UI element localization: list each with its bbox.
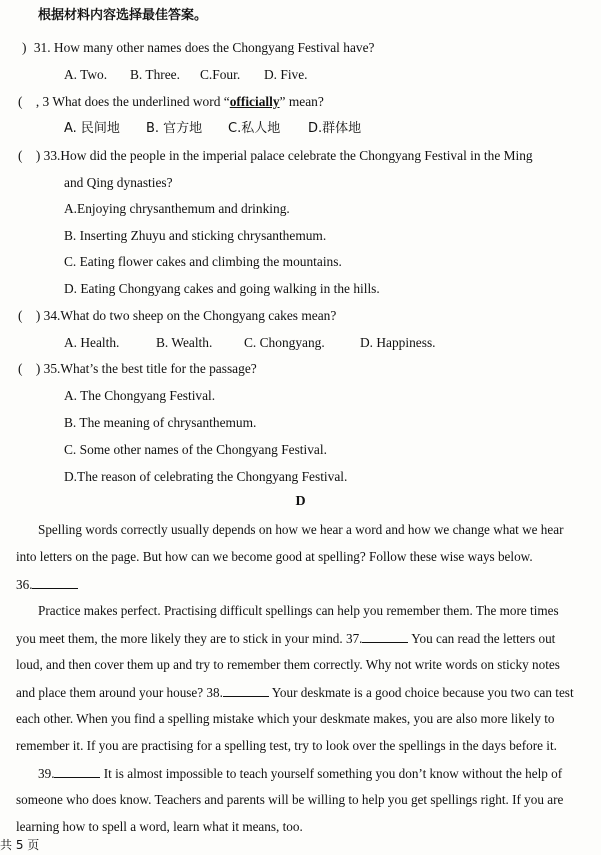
question-34 [18,308,336,324]
section-instruction: 根据材料内容选择最佳答案。 [38,8,208,23]
question-33-stem-line2: and Qing dynasties? [64,175,173,190]
passage-line: learning how to spell a word, learn what it means, too. [16,819,303,834]
question-stem: ) 35.What’s the best title for the passage? [35,361,257,376]
option-d: D.The reason of celebrating the Chongyang Festival. [64,469,348,484]
answer-bracket: ( [18,148,23,163]
option-d: D. Five. [264,67,308,82]
passage-text: It is almost impossible to teach yourself something you don’t know without the help of [100,766,563,781]
passage-line: Spelling words correctly usually depends on how we hear a word and how we change what we hear [38,522,564,537]
passage-line: into letters on the page. But how can we become good at spelling? Follow these wise ways below. [16,549,533,564]
option-a: A. Health. [64,335,120,350]
passage-line: loud, and then cover them up and try to remember them correctly. Why not write words on sticky notes [16,657,560,672]
passage-line: remember it. If you are practising for a spelling test, try to look over the spellings in the days before it. [16,738,557,753]
page-footer: 共 5 页 [0,838,40,852]
option-b: B. Three. [130,67,180,82]
option-b: B. The meaning of chrysanthemum. [64,415,257,430]
answer-bracket: ( [18,94,23,109]
option-d: D. Eating Chongyang cakes and going walking in the hills. [64,281,380,296]
blank-number: 36. [16,577,33,592]
option-a: A. Two. [64,67,108,82]
answer-blank[interactable] [54,765,100,778]
option-a: A.Enjoying chrysanthemum and drinking. [64,201,290,216]
option-d: D.群体地 [308,121,362,136]
option-c: C.私人地 [228,121,281,136]
option-a: A. 民间地 [64,121,120,136]
question-stem: ) 33.How did the people in the imperial palace celebrate the Chongyang Festival in the Ming [35,148,533,163]
question-32 [18,94,324,110]
option-a: A. The Chongyang Festival. [64,388,216,403]
underlined-word: officially [229,94,280,109]
passage-text: you meet them, the more likely they are to stick in your mind. 37. [16,631,363,646]
passage-text: Your deskmate is a good choice because you two can test [268,685,574,700]
question-35 [18,361,257,377]
passage-text: and place them around your house? 38. [16,685,223,700]
option-c: C. Some other names of the Chongyang Festival. [64,442,327,457]
option-c: C. Eating flower cakes and climbing the mountains. [64,254,342,269]
answer-bracket: ) [22,40,27,55]
answer-blank[interactable] [362,630,408,643]
passage-line: each other. When you find a spelling mistake which your deskmate makes, you are also more likely to [16,711,555,726]
question-stem-prefix: , 3 What does the underlined word “ [35,94,230,109]
passage-line-with-blank-38 [16,684,594,701]
passage-line-with-blank-37 [16,630,594,647]
question-stem: 31. How many other names does the Chongyang Festival have? [33,40,375,55]
question-33 [18,148,533,164]
blank-number: 39. [38,766,55,781]
option-b: B. 官方地 [146,121,203,136]
blank-36 [16,576,594,593]
answer-blank[interactable] [32,576,78,589]
option-c: C. Chongyang. [244,335,325,350]
answer-blank[interactable] [223,684,269,697]
answer-bracket: ( [18,361,23,376]
passage-text: You can read the letters out [408,631,556,646]
option-b: B. Inserting Zhuyu and sticking chrysanthemum. [64,228,327,243]
section-title: D [295,494,306,509]
question-stem: ) 34.What do two sheep on the Chongyang cakes mean? [35,308,337,323]
passage-line: Practice makes perfect. Practising difficult spellings can help you remember them. The more times [38,603,559,618]
passage-line-with-blank-39 [38,765,594,782]
option-d: D. Happiness. [360,335,436,350]
question-stem-suffix: ” mean? [279,94,324,109]
option-c: C.Four. [200,67,241,82]
answer-bracket: ( [18,308,23,323]
passage-line: someone who does know. Teachers and parents will be willing to help you get spellings right. If you are [16,792,564,807]
question-31 [22,40,374,56]
option-b: B. Wealth. [156,335,213,350]
